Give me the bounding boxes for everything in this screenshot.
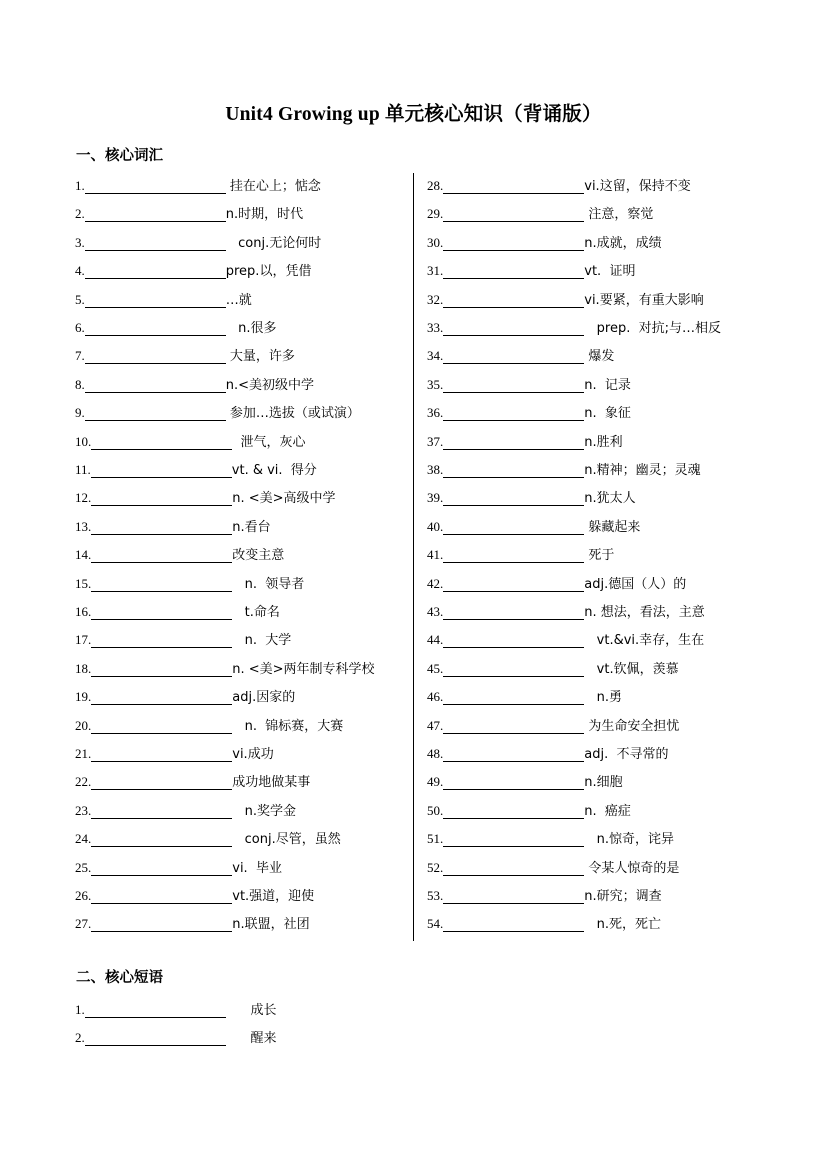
section-heading-phrases: 二、核心短语	[76, 970, 163, 986]
answer-blank[interactable]	[443, 804, 584, 819]
item-number: 26.	[75, 888, 92, 903]
item-meaning: vt.钦佩，羡慕	[584, 661, 679, 677]
item-meaning: adj. 不寻常的	[584, 747, 669, 762]
item-number: 35.	[427, 376, 444, 392]
vocab-item	[75, 459, 317, 477]
item-meaning: 爆发	[584, 349, 615, 365]
item-meaning: conj.无论何时	[225, 235, 322, 251]
vocab-item	[75, 260, 311, 278]
item-number: 54.	[427, 916, 444, 932]
item-meaning: n.时期，时代	[225, 207, 304, 223]
answer-blank[interactable]	[85, 1031, 226, 1046]
item-meaning: 改变主意	[232, 548, 285, 564]
item-number: 20.	[75, 717, 92, 733]
column-divider	[413, 173, 414, 941]
answer-blank[interactable]	[91, 605, 232, 620]
answer-blank[interactable]	[85, 349, 226, 364]
vocab-item	[75, 516, 271, 534]
vocab-item	[75, 686, 295, 704]
item-meaning: n. <美>两年制专科学校	[232, 661, 375, 677]
item-meaning: 大量，许多	[225, 349, 295, 365]
item-number: 25.	[75, 859, 92, 875]
item-number: 2.	[75, 206, 85, 222]
item-number: 40.	[427, 518, 444, 534]
item-number: 3.	[75, 234, 85, 250]
vocab-item	[75, 658, 375, 676]
vocab-item	[75, 885, 314, 903]
item-number: 52.	[427, 859, 444, 875]
item-meaning: n.细胞	[584, 775, 623, 791]
item-meaning: n. <美>高级中学	[232, 491, 336, 507]
item-number: 9.	[75, 405, 85, 421]
item-meaning: 死于	[584, 548, 615, 564]
vocab-item	[427, 857, 679, 875]
item-number: 11.	[75, 462, 91, 477]
vocab-item	[75, 203, 303, 221]
item-number: 21.	[75, 746, 92, 761]
answer-blank[interactable]	[443, 491, 584, 506]
answer-blank[interactable]	[443, 633, 584, 648]
item-meaning: n. 记录	[584, 377, 631, 393]
vocab-item	[427, 459, 701, 477]
item-meaning: vt.&vi.幸存，生在	[584, 633, 705, 649]
answer-blank[interactable]	[443, 264, 584, 279]
item-meaning: n.很多	[225, 321, 277, 336]
vocab-item	[427, 402, 631, 420]
item-meaning: n.勇	[584, 690, 623, 706]
item-number: 50.	[427, 802, 444, 818]
item-meaning: n.死，死亡	[584, 917, 662, 933]
answer-blank[interactable]	[443, 605, 584, 620]
answer-blank[interactable]	[91, 435, 232, 450]
answer-blank[interactable]	[443, 775, 584, 790]
item-number: 2.	[75, 1030, 85, 1046]
item-number: 32.	[427, 291, 444, 307]
answer-blank[interactable]	[443, 690, 584, 705]
answer-blank[interactable]	[85, 378, 226, 393]
item-number: 22.	[75, 774, 92, 790]
answer-blank[interactable]	[443, 179, 584, 194]
answer-blank[interactable]	[443, 236, 584, 251]
vocab-item	[427, 686, 622, 704]
answer-blank[interactable]	[91, 548, 232, 563]
item-number: 16.	[75, 604, 92, 619]
vocab-item	[75, 1027, 277, 1045]
item-number: 28.	[427, 178, 444, 193]
answer-blank[interactable]	[91, 463, 232, 478]
item-meaning: 令某人惊奇的是	[584, 860, 680, 876]
answer-blank[interactable]	[443, 917, 584, 932]
vocab-item	[75, 601, 280, 619]
vocab-item	[75, 487, 336, 505]
item-number: 17.	[75, 632, 92, 648]
item-meaning: n.精神；幽灵；灵魂	[584, 463, 701, 478]
item-meaning: vi. 毕业	[232, 860, 282, 876]
item-meaning: 参加…选拔（或试演）	[225, 406, 360, 422]
answer-blank[interactable]	[85, 236, 226, 251]
answer-blank[interactable]	[91, 577, 232, 592]
section-heading-vocabulary: 一、核心词汇	[76, 148, 163, 164]
item-number: 13.	[75, 518, 92, 534]
item-number: 10.	[75, 433, 92, 449]
answer-blank[interactable]	[91, 861, 232, 876]
item-number: 1.	[75, 1002, 85, 1017]
item-meaning: n. 象征	[584, 406, 631, 422]
item-meaning: n.研究；调查	[584, 889, 662, 904]
answer-blank[interactable]	[85, 406, 226, 421]
vocab-item	[75, 289, 252, 307]
item-meaning: n.成就，成绩	[584, 235, 662, 251]
vocab-item	[427, 573, 686, 591]
vocab-item	[75, 345, 295, 363]
item-number: 27.	[75, 916, 92, 932]
vocab-item	[427, 289, 704, 307]
item-meaning: …就	[225, 292, 252, 308]
vocab-item	[75, 771, 310, 789]
answer-blank[interactable]	[85, 293, 226, 308]
vocab-item	[75, 857, 282, 875]
vocab-item	[75, 715, 343, 733]
item-meaning: vi.要紧，有重大影响	[584, 292, 704, 308]
item-number: 36.	[427, 405, 444, 421]
vocab-item	[427, 260, 635, 278]
item-meaning: conj.尽管，虽然	[232, 832, 341, 848]
item-meaning: 成长	[225, 1003, 277, 1018]
answer-blank[interactable]	[91, 889, 232, 904]
answer-blank[interactable]	[443, 662, 584, 677]
item-number: 6.	[75, 320, 85, 335]
vocab-item	[427, 317, 721, 335]
answer-blank[interactable]	[91, 804, 232, 819]
item-number: 41.	[427, 547, 444, 563]
answer-blank[interactable]	[91, 690, 232, 705]
item-number: 30.	[427, 234, 444, 250]
answer-blank[interactable]	[443, 861, 584, 876]
item-meaning: vt. 证明	[584, 264, 636, 280]
answer-blank[interactable]	[91, 775, 232, 790]
item-meaning: n.犹太人	[584, 491, 636, 507]
item-number: 46.	[427, 689, 444, 705]
item-meaning: t.命名	[232, 605, 280, 620]
vocab-item	[75, 999, 277, 1017]
vocab-item	[427, 629, 704, 647]
answer-blank[interactable]	[85, 179, 226, 194]
item-meaning: vt. & vi. 得分	[231, 463, 317, 478]
vocab-item	[427, 374, 631, 392]
item-number: 14.	[75, 547, 92, 563]
vocab-item	[427, 516, 640, 534]
answer-blank[interactable]	[85, 207, 226, 222]
answer-blank[interactable]	[443, 577, 584, 592]
vocab-item	[75, 629, 291, 647]
item-number: 31.	[427, 263, 444, 279]
item-number: 19.	[75, 689, 92, 705]
vocab-item	[75, 232, 321, 250]
answer-blank[interactable]	[91, 520, 232, 535]
item-meaning: vt.强道，迎使	[232, 889, 315, 904]
answer-blank[interactable]	[443, 463, 584, 478]
item-meaning: n.奖学金	[232, 803, 297, 819]
answer-blank[interactable]	[91, 662, 232, 677]
answer-blank[interactable]	[85, 1003, 226, 1018]
answer-blank[interactable]	[443, 889, 584, 904]
vocab-item	[427, 601, 705, 619]
answer-blank[interactable]	[91, 719, 232, 734]
vocab-item	[75, 374, 314, 392]
item-number: 45.	[427, 660, 444, 676]
item-number: 53.	[427, 888, 444, 903]
vocab-item	[75, 800, 296, 818]
item-number: 37.	[427, 433, 444, 449]
item-meaning: n. 领导者	[232, 576, 305, 592]
vocab-item	[75, 544, 284, 562]
vocab-item	[427, 715, 679, 733]
answer-blank[interactable]	[91, 491, 232, 506]
item-meaning: 躲藏起来	[584, 519, 641, 535]
answer-blank[interactable]	[443, 719, 584, 734]
item-meaning: n.<美初级中学	[225, 377, 315, 393]
vocab-item	[75, 402, 360, 420]
item-meaning: n.惊奇，诧异	[584, 832, 675, 848]
answer-blank[interactable]	[443, 406, 584, 421]
item-meaning: 挂在心上；惦念	[225, 179, 321, 194]
item-meaning: vi.这留，保持不变	[584, 179, 691, 194]
item-meaning: prep. 对抗;与…相反	[584, 321, 721, 336]
item-meaning: 醒来	[225, 1031, 277, 1047]
vocab-item	[427, 544, 614, 562]
answer-blank[interactable]	[443, 548, 584, 563]
answer-blank[interactable]	[85, 321, 226, 336]
vocab-item	[427, 771, 623, 789]
item-number: 38.	[427, 462, 444, 477]
item-number: 7.	[75, 348, 85, 364]
item-meaning: 为生命安全担忧	[584, 718, 680, 734]
vocab-item	[427, 487, 636, 505]
vocab-item	[427, 828, 674, 846]
answer-blank[interactable]	[443, 321, 584, 336]
vocab-item	[427, 232, 662, 250]
item-meaning: 成功地做某事	[232, 775, 311, 791]
item-meaning: n. 锦标赛，大赛	[232, 718, 344, 734]
answer-blank[interactable]	[443, 293, 584, 308]
answer-blank[interactable]	[443, 349, 584, 364]
item-meaning: n.胜利	[584, 434, 623, 450]
answer-blank[interactable]	[443, 520, 584, 535]
vocab-item	[427, 203, 653, 221]
answer-blank[interactable]	[443, 435, 584, 450]
item-number: 47.	[427, 717, 444, 733]
item-number: 15.	[75, 575, 92, 591]
item-number: 5.	[75, 291, 85, 307]
item-number: 1.	[75, 178, 85, 193]
answer-blank[interactable]	[85, 264, 226, 279]
vocab-item	[427, 658, 679, 676]
vocab-item	[75, 317, 277, 335]
answer-blank[interactable]	[443, 378, 584, 393]
item-meaning: prep.以，凭借	[225, 264, 312, 280]
vocab-item	[75, 913, 310, 931]
answer-blank[interactable]	[91, 633, 232, 648]
vocab-item	[75, 828, 341, 846]
item-number: 49.	[427, 774, 444, 790]
answer-blank[interactable]	[91, 917, 232, 932]
item-number: 44.	[427, 632, 444, 648]
item-number: 23.	[75, 802, 92, 818]
item-number: 24.	[75, 831, 92, 847]
vocab-item	[427, 175, 691, 193]
item-meaning: n.联盟，社团	[232, 917, 310, 933]
item-number: 34.	[427, 348, 444, 364]
vocab-item	[427, 431, 623, 449]
item-number: 42.	[427, 575, 444, 591]
item-meaning: n. 想法，看法，主意	[584, 605, 705, 620]
vocab-item	[427, 345, 614, 363]
answer-blank[interactable]	[443, 207, 584, 222]
item-number: 4.	[75, 263, 85, 279]
vocab-item	[427, 885, 662, 903]
item-number: 33.	[427, 320, 444, 335]
item-meaning: n.看台	[232, 519, 271, 535]
item-meaning: 注意，察觉	[584, 207, 654, 223]
item-meaning: n. 癌症	[584, 803, 631, 819]
vocab-item	[75, 573, 304, 591]
item-meaning: vi.成功	[232, 747, 274, 762]
answer-blank[interactable]	[443, 832, 584, 847]
vocab-item	[75, 175, 321, 193]
item-number: 8.	[75, 376, 85, 392]
item-number: 39.	[427, 490, 444, 506]
answer-blank[interactable]	[91, 832, 232, 847]
answer-blank[interactable]	[91, 747, 232, 762]
vocab-item	[427, 743, 668, 761]
item-number: 12.	[75, 490, 92, 506]
answer-blank[interactable]	[443, 747, 584, 762]
item-number: 48.	[427, 746, 444, 761]
item-meaning: n. 大学	[232, 633, 292, 649]
item-meaning: 泄气，灰心	[232, 434, 306, 450]
vocab-item	[427, 800, 631, 818]
vocab-item	[75, 743, 274, 761]
item-meaning: adj.因家的	[232, 690, 296, 706]
item-number: 29.	[427, 206, 444, 222]
page-title: Unit4 Growing up 单元核心知识（背诵版）	[225, 104, 602, 125]
item-meaning: adj.德国（人）的	[584, 576, 687, 592]
vocab-item	[427, 913, 661, 931]
vocab-item	[75, 431, 306, 449]
item-number: 51.	[427, 831, 444, 847]
item-number: 43.	[427, 604, 444, 619]
item-number: 18.	[75, 660, 92, 676]
